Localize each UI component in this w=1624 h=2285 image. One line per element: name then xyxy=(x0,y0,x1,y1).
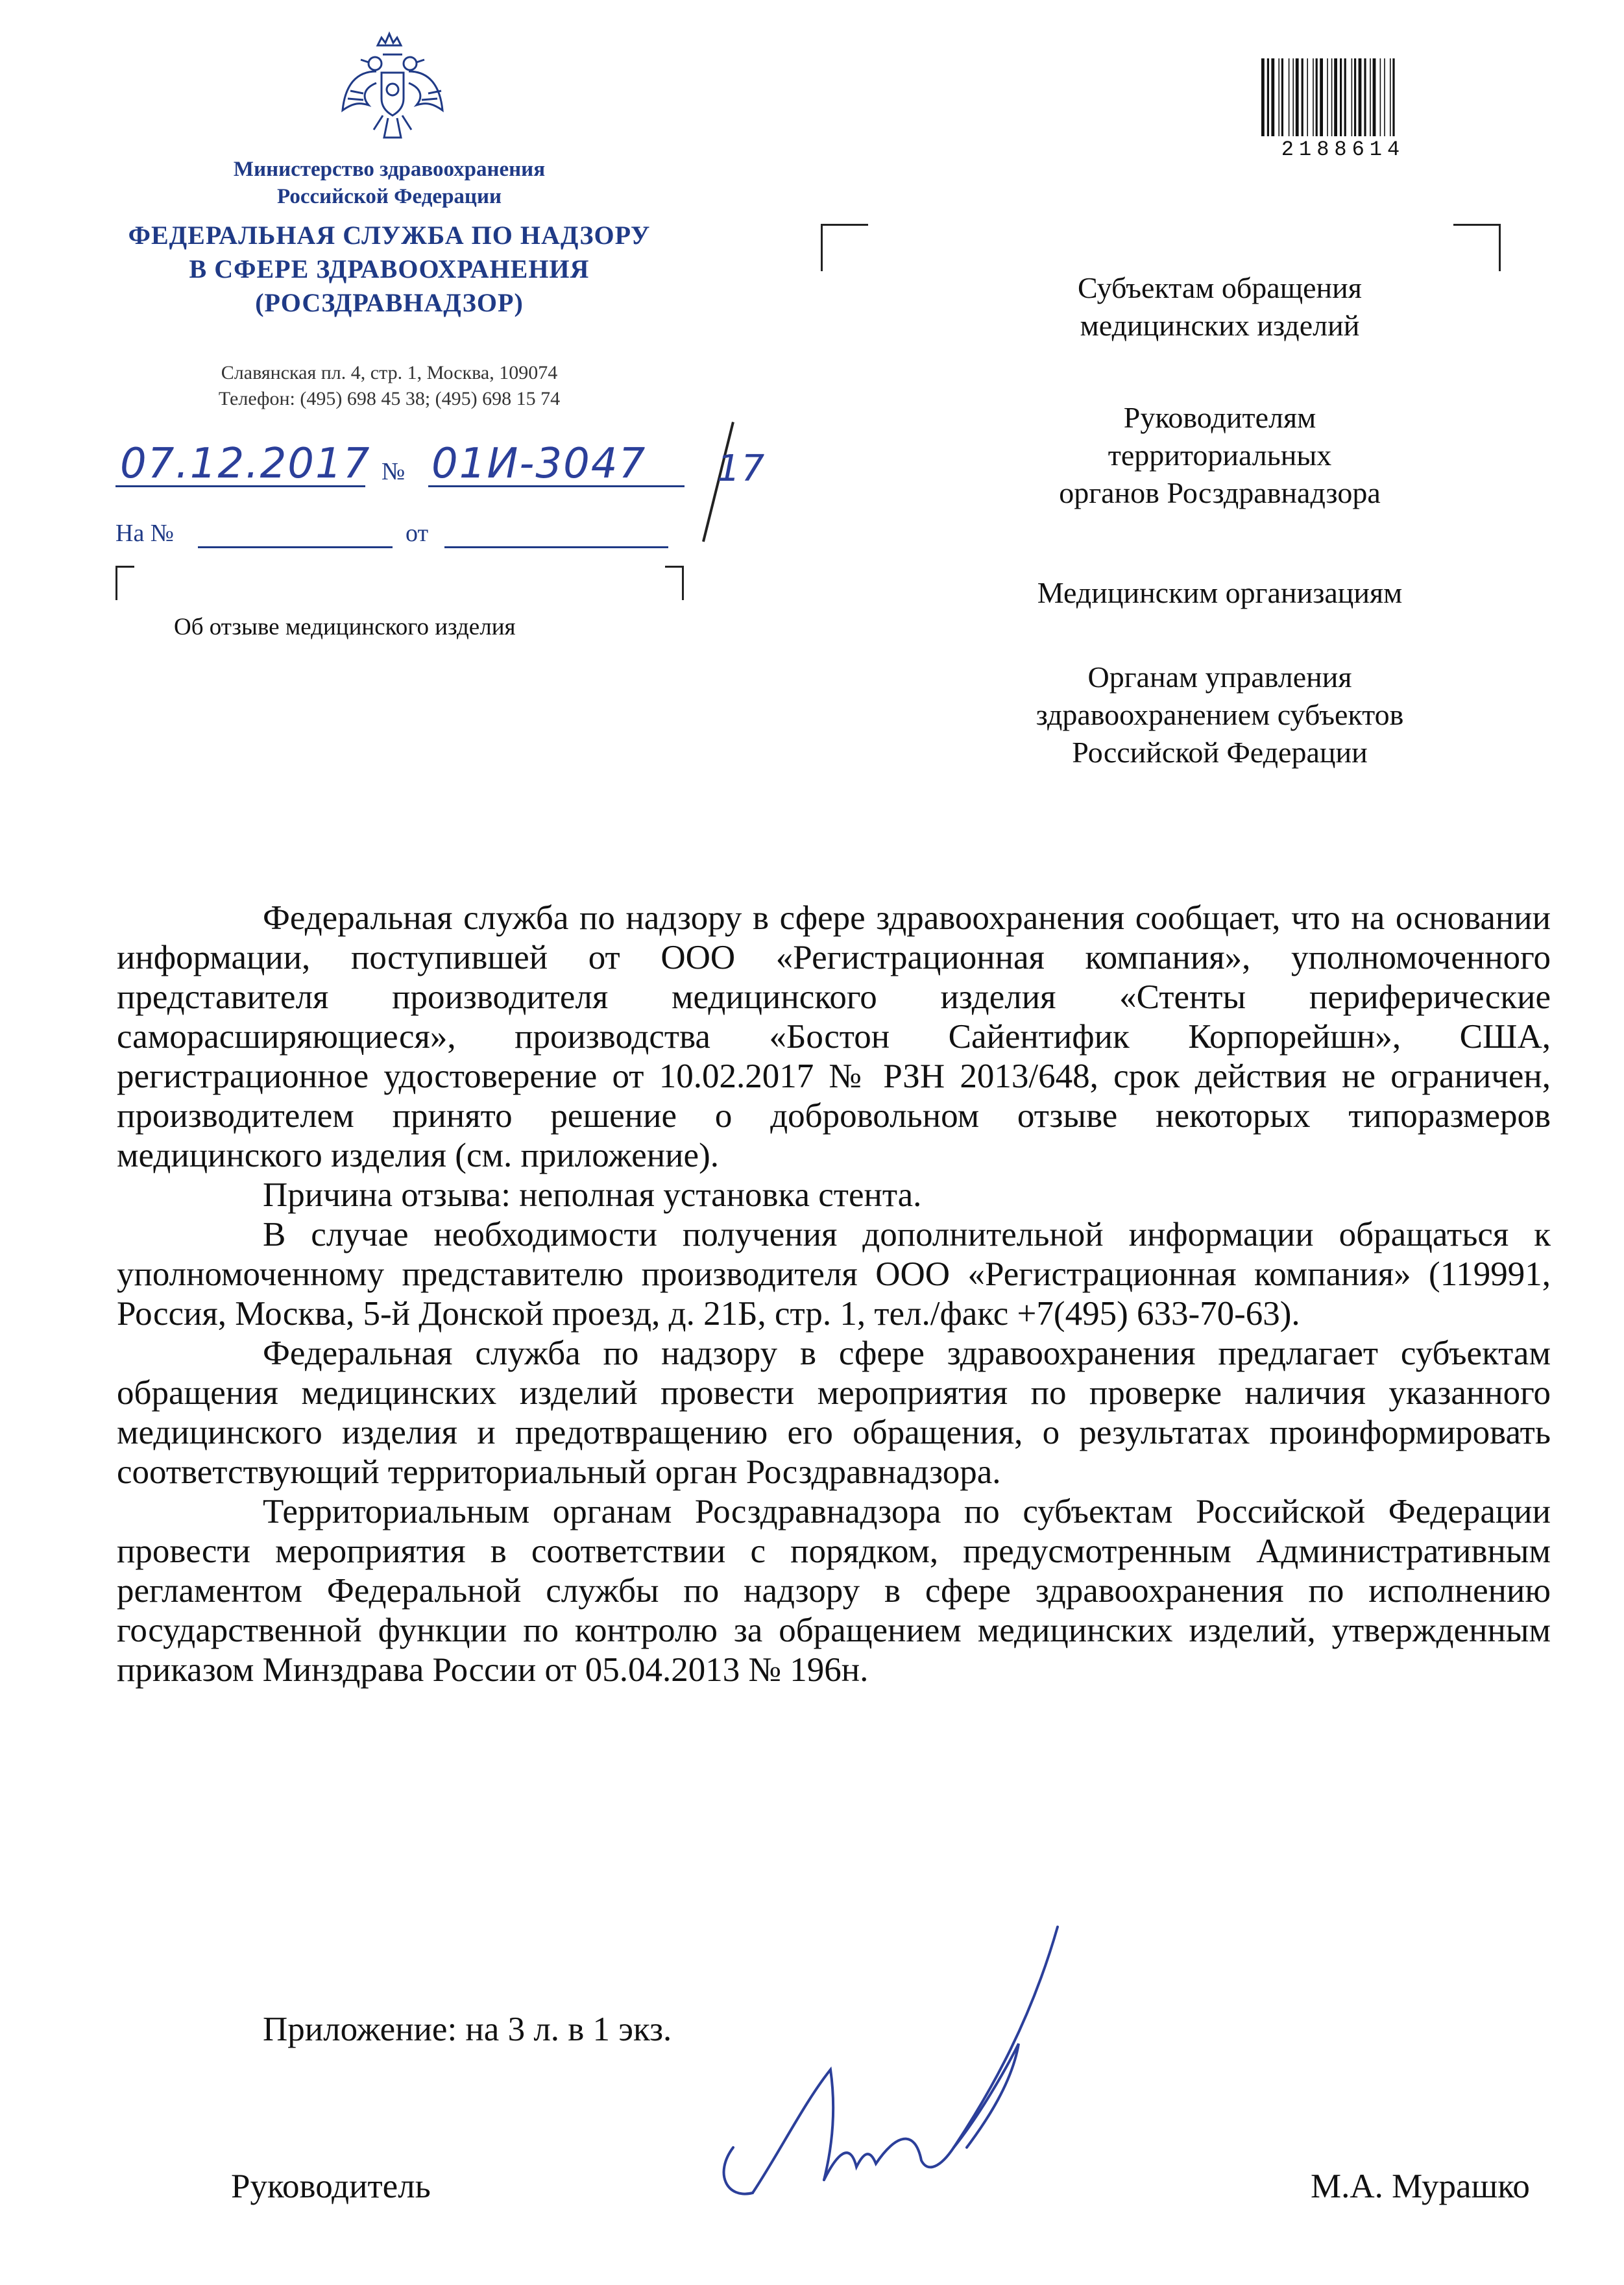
barcode-bar xyxy=(1354,58,1356,136)
addressee-corner-left xyxy=(821,224,868,271)
outgoing-date: 07.12.2017 xyxy=(120,440,371,488)
barcode-bar xyxy=(1327,58,1328,136)
addressee-line: органов Росздравнадзора xyxy=(1059,476,1381,509)
ministry-name-line-1: Министерство здравоохранения xyxy=(233,158,546,181)
reference-from-label: от xyxy=(406,520,429,547)
handwritten-signature xyxy=(707,1920,1071,2206)
service-name-line-1: ФЕДЕРАЛЬНАЯ СЛУЖБА ПО НАДЗОРУ xyxy=(128,221,651,250)
subject-corner-left xyxy=(115,566,134,600)
addressee-line: здравоохранением субъектов xyxy=(1036,698,1404,731)
letterhead-phone: Телефон: (495) 698 45 38; (495) 698 15 74 xyxy=(218,388,561,409)
reference-number-line xyxy=(198,546,393,548)
addressee-group-2 xyxy=(934,399,1505,512)
addressee-line: Органам управления xyxy=(1087,660,1352,694)
letter-subject: Об отзыве медицинского изделия xyxy=(174,614,516,640)
barcode-bar xyxy=(1390,58,1391,136)
barcode-bar xyxy=(1320,58,1323,136)
letterhead-address: Славянская пл. 4, стр. 1, Москва, 109074 xyxy=(221,362,558,383)
barcode-bar xyxy=(1281,58,1283,136)
body-paragraph-territorial: Территориальным органам Росздравнадзора по субъектам Российской Федерации провести мероприятия в соответствии с порядком, предусмотренным Административным регламентом Федеральной службы по надзору в сфере здравоохранения по исполнению государственной функции по контролю за обращением медицинских изделий, утвержденным приказом Минздрава России от 05.04.2013 № 196н. xyxy=(117,1493,1551,1689)
subject-corner-right xyxy=(665,566,684,600)
addressee-line: Руководителям xyxy=(1123,401,1316,434)
barcode-bar xyxy=(1278,58,1279,136)
addressee-corner-right xyxy=(1453,224,1501,271)
body-paragraph-proposal: Федеральная служба по надзору в сфере здравоохранения предлагает субъектам обращения медицинских изделий провести мероприятия по проверке наличия указанного медицинского изделия и предотвращению его обращения, о результатах проинформировать соответствующий территориальный орган Росздравнадзора. xyxy=(117,1335,1551,1491)
addressee-group-1 xyxy=(934,269,1505,345)
service-name-line-3: (РОСЗДРАВНАДЗОР) xyxy=(255,288,524,317)
barcode-bar xyxy=(1302,58,1303,136)
barcode-number: 2188614 xyxy=(1281,138,1405,162)
addressee-line: Российской Федерации xyxy=(1072,736,1368,769)
barcode-bar xyxy=(1307,58,1308,136)
barcode-bar xyxy=(1296,58,1299,136)
outgoing-number-label: № xyxy=(382,458,406,485)
outgoing-number: 01И-3047 xyxy=(431,440,647,488)
signatory-name: М.А. Мурашко xyxy=(1311,2168,1530,2205)
barcode-bar xyxy=(1364,58,1366,136)
barcode-bar xyxy=(1331,58,1333,136)
barcode-bar xyxy=(1373,58,1376,136)
outgoing-number-suffix: 17 xyxy=(717,448,766,490)
barcode-bar xyxy=(1334,58,1337,136)
coat-of-arms-emblem xyxy=(337,26,448,146)
appendix-note: Приложение: на 3 л. в 1 экз. xyxy=(263,2011,672,2048)
barcode-bar xyxy=(1344,58,1346,136)
barcode-bar xyxy=(1384,58,1385,136)
barcode-bar xyxy=(1359,58,1362,136)
barcode-bar xyxy=(1380,58,1381,136)
addressee-group-4 xyxy=(934,659,1505,771)
barcode-bar xyxy=(1370,58,1371,136)
barcode-bar xyxy=(1292,58,1294,136)
addressee-group-3 xyxy=(934,574,1505,612)
barcode-bar xyxy=(1313,58,1314,136)
reference-number-label: На № xyxy=(115,520,175,547)
barcode-bar xyxy=(1271,58,1274,136)
body-paragraph-notice: Федеральная служба по надзору в сфере здравоохранения сообщает, что на основании информации, поступившей от ООО «Регистрационная компания», уполномоченного представителя производителя медицинского изделия «Стенты периферические саморасширяющиеся», производства «Бостон Сайентифик Корпорейшн», США, регистрационное удостоверение от 10.02.2017 № РЗН 2013/648, срок действия не ограничен, производителем принято решение о добровольном отзыве некоторых типоразмеров медицинского изделия (см. приложение). xyxy=(117,899,1551,1174)
addressee-line: территориальных xyxy=(1108,439,1332,472)
barcode-bar xyxy=(1392,58,1394,136)
barcode-bar xyxy=(1351,58,1353,136)
barcode-bar xyxy=(1261,58,1265,136)
body-paragraph-reason: Причина отзыва: неполная установка стента. xyxy=(263,1176,922,1214)
reference-date-line xyxy=(444,546,668,548)
addressee-line: медицинских изделий xyxy=(1080,309,1360,342)
addressee-line: Медицинским организациям xyxy=(1037,576,1403,609)
addressee-line: Субъектам обращения xyxy=(1078,271,1362,304)
signatory-role: Руководитель xyxy=(231,2168,431,2205)
barcode-bar xyxy=(1340,58,1342,136)
barcode xyxy=(1259,58,1427,136)
barcode-bar xyxy=(1316,58,1318,136)
barcode-bar xyxy=(1267,58,1269,136)
letter-body xyxy=(117,899,1551,1690)
ministry-name-line-2: Российской Федерации xyxy=(277,185,502,208)
barcode-bar xyxy=(1289,58,1290,136)
body-paragraph-contact: В случае необходимости получения дополнительной информации обращаться к уполномоченному представителю производителя ООО «Регистрационная компания» (119991, Россия, Москва, 5-й Донской проезд, д. 21Б, стр. 1, тел./факс +7(495) 633-70-63). xyxy=(117,1216,1551,1333)
service-name-line-2: В СФЕРЕ ЗДРАВООХРАНЕНИЯ xyxy=(189,254,590,284)
